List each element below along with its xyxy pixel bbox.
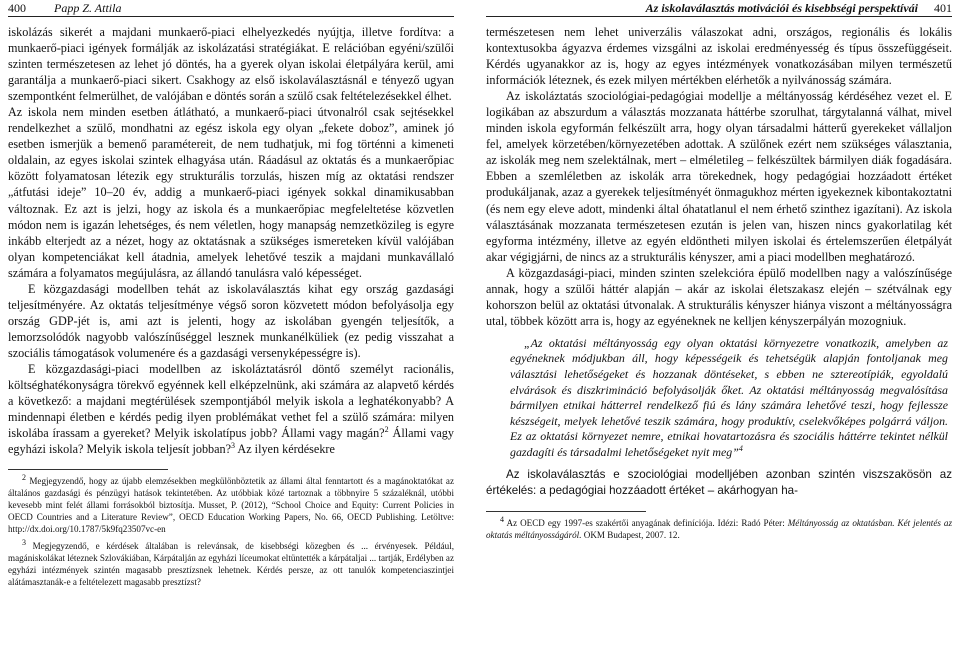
left-text-column: [8, 24, 454, 661]
body-paragraph: A közgazdasági-piaci, minden szinten szelekcióra épülő modellben nagy a valószínűsége annak, hogy a szülői háttér alapján – akár az iskolai életszakasz elején – szétválnak egy kohorszon belül az oktatási útvonalak. A strukturális kényszer hiánya viszont a méltányosságra utal, többek között arra is, hogy az egyéneknek ne kelljen kényszerpályán mozogniuk.: [486, 265, 952, 328]
left-page-header: [8, 0, 454, 17]
left-running-title: Papp Z. Attila: [54, 1, 122, 15]
body-paragraph: természetesen nem lehet univerzális válaszokat adni, országos, regionális és lokális kontextusokba ágyazva érdemes vizsgálni az iskolai eredményesség és típus összefüggéseit. Kérdés ugyanakkor az is, hogy az egyes intézmények vonatkozásában milyen természetű információk léteznek, és ezek milyen mértékben elérhetők a nyilvánosság számára.: [486, 25, 952, 88]
footnote-ref: 2: [384, 425, 389, 435]
block-quote: „Az oktatási méltányosság egy olyan oktatási környezetre vonatkozik, amelyben az egyéneknek módjukban áll, hogy képességeik és tehetségük alapján fontoljanak meg választási lehetőségeket és hozzanak döntéseket, s ebben ne sztereotípiák, egyoldalú elvárások és diszkrimináció befolyásolják őket. Az oktatási méltányosság megvalósítása bármilyen etnikai hátterrel rendelkező fiú és lány számára lehetővé teszi, hogy fejlessze készségeit, melyek lehetővé teszik számára, hogy produktív, cselekvőképes polgárrá váljon. Ez az oktatási környezet nemre, etnikai hovatartozásra és szociális háttérre tekintet nélkül gazdagíti és társadalmi lehetőségeket nyit meg”$^4$: [510, 335, 948, 460]
right-running-title: Az iskolaválasztás motivációi és kisebbségi perspektívái: [645, 1, 918, 15]
body-paragraph: E közgazdasági-piaci modellben az iskoláztatásról döntő személyt racionális, költséghatékonyságra törekvő egyénnek kell elképzelnünk, aki számára az alapvető kérdés a következő: a majdani megtérülések szempontjából melyik iskola a leghatékonyabb? A mindennapi életben e kérdés pedig ilyen problémákat vethet fel a szülő számára: milyen iskolába írassam a gyereket? Melyik iskolatípus jobb? Állami vagy magán?$^2$ Állami vagy egyházi iskola? Melyik iskola teljesít jobban?$^3$ Az ilyen kérdésekre: [8, 361, 454, 457]
footnote-2: $^2$ Megjegyzendő, hogy az újabb elemzésekben megkülönböztetik az állami által fenntartott és a magánoktatókat az általános gazdasági és pénzügyi hatások tekintetében. Az utóbbiak közé tartoznak a többnyire 5 százaléknál, utóbbi kevesebb mint felét állami forrásokból biztosítja. Musset, P. (2012), “School Choice and Equity: Current Policies in OECD Countries and a Literature Review”, OECD Education Working Papers, No. 66, OECD Publishing. Letöltve: http://dx.doi.org/10.1787/5k9fq23507vc-en: [8, 473, 454, 534]
body-paragraph: Az iskola nem minden esetben átlátható, a munkaerő-piaci útvonalról csak sejtésekkel rendelkezhet a szülő, mondhatni az egész iskola egy olyan „fekete doboz”, aminek jó esetben ismerjük a bemenő paramétereit, de nem tudhatjuk, mi fog történni a kimeneti oldalain, az egyes iskolai szintek elhagyása után. Ráadásul az oktatás és a munkaerőpiac között folyamatosan létezik egy strukturális torzulás, hiszen míg az oktatási rendszer „átfutási ideje” 10–20 év, addig a munkaerő-piaci igények sokkal dinamikusabban változnak. Ez azt is jelzi, hogy az iskola és a munkaerőpiac megfeleltetése közvetlen módon nem is igazán lehetséges, és nem véletlen, hogy manapság nemzetközileg is egyre inkább elterjedt az a nézet, hogy az oktatásnak a szükséges ismereteken kívül valójában olyan kompetenciákat kell átadnia, amelyek lehetővé teszik a majdani munkavállaló számára a folyamatos megújulásra, az állandó tanulásra való képességet.: [8, 105, 454, 280]
right-text-column: [486, 24, 952, 661]
body-paragraph: E közgazdasági modellben tehát az iskolaválasztás kihat egy ország gazdasági teljesítményére. Az oktatás teljesítménye végső soron közvetett módon befolyásolja egy ország GDP-jét is, ami azt is jelenti, hogy az iskolában gyengén teljesítők, a lemorzsolódók nagyobb valószínűséggel lesznek munkanélküliek (ez pedig visszahat a szociális támogatások volumenére és a gazdasági versenyképességre is).: [8, 281, 454, 360]
footnote-divider: [486, 511, 646, 512]
footnote-4: $^4$ Az OECD egy 1997-es szakértői anyagának definíciója. Idézi: Radó Péter: Méltányosság az oktatásban. Két jelentés az oktatás méltányosságáról. OKM Budapest, 2007. 12.: [486, 514, 952, 540]
footnote-3: $^3$ Megjegyzendő, e kérdések általában is relevánsak, de kisebbségi közegben és ... érvényesek. Például, magániskolákat léteznek Szlovákiában, Kárpátalján az egyházi líceumokat eltüntették a kárpátaljai ... tartják, Erdélyben az egyházi intézmények szintén magasabb presztízsnek lehetnek. Kérdés persze, az ott tanulók kompetenciaszintjei alátámasztanák-e a feltételezett magasabb presztízst?: [8, 537, 454, 587]
footnote-divider: [8, 469, 168, 470]
footnote-ref: 3: [231, 441, 236, 451]
right-page-number: 401: [934, 1, 952, 15]
body-paragraph: Az iskolaválasztás e szociológiai modelljében azonban szintén viszszakösön az értékelés: a pedagógiai hozzáadott értéket – akárhogyan ha-: [486, 467, 952, 497]
body-paragraph: iskolázás sikerét a majdani munkaerő-piaci elhelyezkedés nyújtja, illetve fordítva: a munkaerő-piaci igények formálják az iskolázatási stratégiákat. E relációban egyéni/szülői szinten természetesen az lehet jó döntés, ha a gyerek olyan iskolai életpályára kerül, ami garantálja a munkaerő-piaci sikert. Csakhogy az első iskolaválasztásnál e tényező ugyan szempontként felmerülhet, de valójában e döntés során a szülő csak feltételezésekkel élhet.: [8, 25, 454, 104]
footnote-ref: 4: [738, 444, 743, 454]
right-page-header: [486, 0, 952, 17]
body-paragraph: Az iskoláztatás szociológiai-pedagógiai modellje a méltányosság kérdéséhez vezet el. E logikában az abszurdum a választás mozzanata háttérbe szorulhat, tárgytalanná válhat, mivel minden iskola egyformán felkészült arra, hogy olyan társadalmi hátterű gyerekeket vállaljon fel, amelyek körzetében/környezetében adottak. A szülőnek ezért nem szükséges választania, az iskolák meg nem szelektálnak, mert – elméletileg – felkészültek bármilyen diák fogadására. Ebben a szemléletben az iskolák arra törekednek, hogy pedagógiai hozzáadott értéket produkáljanak, azaz a gyerekek teljesítményét önmagukhoz mérten igyekeznek kibontakoztatni (és nem egy eleve adott, mindenki által óhatatlanul el nem érhető szinthez igazítani). Az iskola választásának mozzanata természetesen ezután is jelen van, hiszen nincs gyakorlatilag két egyforma intézmény, illetve az egyén eldöntheti milyen iskolai és értelemszerűen életpályát akar végigjárni, de nincs az a strukturális kényszer, ami a piaci modellben meghatározó.: [486, 89, 952, 264]
left-page-number: 400: [8, 1, 26, 15]
